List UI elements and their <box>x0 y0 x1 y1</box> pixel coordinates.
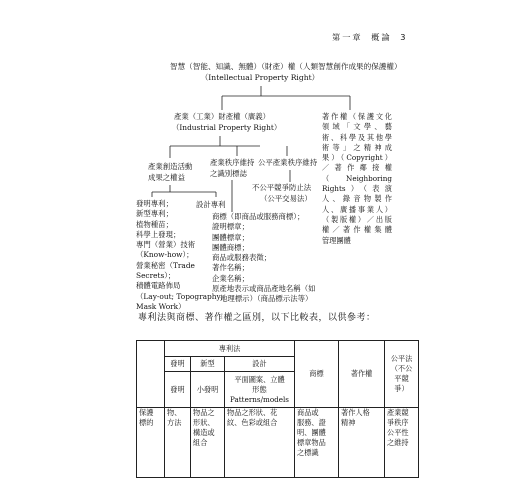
cell-line: 精神 <box>341 418 356 427</box>
copyright-line: 果）（Copyright） <box>322 153 392 163</box>
marks-item: 商標（即商品或服務商標）； <box>212 212 305 221</box>
marks-item: 證明標章； <box>212 222 249 232</box>
copyright-line: 領域「文學、藝 <box>322 122 392 132</box>
root-title: 智慧（智能、知識、無體）（財產）權（人類智慧創作成果的保護權） <box>170 62 402 71</box>
cell-line: 組合 <box>193 438 208 447</box>
copyright-line: 術等」之精神成 <box>322 142 392 152</box>
copyright-line: 人、錄音物製作 <box>322 194 392 204</box>
creation-item: 發明專利； <box>136 199 173 208</box>
design-patent-node: 設計專利 <box>196 200 226 209</box>
creation-item: Secrets）； <box>136 271 176 281</box>
creation-item: （Lay-out; Topography; <box>136 291 224 301</box>
cell-line: 物品之形狀、花 <box>227 408 278 417</box>
root-english: （Intellectual Property Right） <box>200 72 320 82</box>
unfair-title: 不公平競爭防止法 <box>252 183 312 192</box>
fair-node: 公平產業秩序維持 <box>258 158 318 167</box>
order-node <box>210 158 254 179</box>
cell-line: 構造或 <box>193 428 215 437</box>
design-subheader <box>225 372 295 408</box>
marks-list <box>212 212 315 305</box>
page-number: 3 <box>400 32 408 42</box>
creation-title: 產業創造活動 <box>148 162 193 171</box>
cell-line: 物、 <box>167 408 182 417</box>
creation-item: Mask Work） <box>136 301 186 311</box>
cell-line: 標章物品 <box>297 438 326 447</box>
order-subtitle: 之識別標誌 <box>210 168 247 178</box>
chapter-title: 概論 <box>371 32 392 42</box>
copyright-line: 著作權（保護文化 <box>322 112 392 121</box>
marks-item: 商品或服務表徵； <box>212 253 272 263</box>
patent-header: 專利法 <box>165 341 295 357</box>
industrial-title: 產業（工業）財產權（廣義） <box>173 112 271 121</box>
design-sub-line: Patterns/models <box>230 394 289 404</box>
copyright-header: 著作權 <box>339 341 385 408</box>
cell-line: 之標識 <box>297 448 319 457</box>
cell-line: 爭秩序 <box>387 418 409 427</box>
design-header: 設計 <box>225 357 295 372</box>
invention-subheader: 發明 <box>165 372 191 408</box>
cell-line: 物品之 <box>193 408 215 417</box>
marks-item: 企業名稱； <box>212 273 249 283</box>
marks-item: 著作名稱； <box>212 263 249 273</box>
copyright-line: （製版權）／出版 <box>322 214 392 224</box>
design-cell <box>225 408 295 478</box>
creation-item: 科學上發現； <box>136 229 181 239</box>
copyright-line: （Neighboring <box>322 173 392 183</box>
creation-item: 營業秘密（Trade <box>136 260 195 270</box>
creation-item: 專門（營業）技術 <box>136 240 196 250</box>
root-node <box>170 62 402 83</box>
unfair-subtitle: （公平交易法） <box>260 193 312 203</box>
marks-item: 團體商標； <box>212 242 249 252</box>
copyright-line: 權／著作權集體 <box>322 225 392 235</box>
chapter-label: 第一章 <box>332 32 363 42</box>
copyright-cell <box>339 408 385 478</box>
copyright-node <box>322 112 392 246</box>
creation-list <box>136 199 223 312</box>
cell-line: 明、團體 <box>297 428 326 437</box>
creation-node <box>148 162 192 183</box>
cell-line: 服務、證 <box>297 418 326 427</box>
creation-item: 植物種苗； <box>136 219 173 229</box>
fair-trade-header <box>385 341 419 408</box>
fair-trade-cell <box>385 408 419 478</box>
design-sub-line: 形態 <box>252 384 267 394</box>
trademark-header: 商標 <box>295 341 339 408</box>
cell-line: 商品或 <box>297 408 319 417</box>
creation-item: 新型專利； <box>136 209 173 219</box>
industrial-node <box>172 112 282 133</box>
fair-trade-line: （不公 <box>390 364 413 373</box>
invention-cell <box>165 408 191 478</box>
cell-line: 著作人格 <box>341 408 370 417</box>
corner-cell <box>137 341 165 408</box>
copyright-line: ／著作鄰接權 <box>322 163 392 173</box>
cell-line: 產業競 <box>387 408 409 417</box>
marks-item: 原產地表示或商品產地名稱（如 <box>212 284 316 294</box>
fair-trade-line: 平競 <box>394 374 409 383</box>
copyright-line: 管理團體 <box>322 235 351 245</box>
cell-line: 方法 <box>167 418 182 427</box>
industrial-english: （Industrial Property Right） <box>172 122 282 132</box>
row-label-line: 標的 <box>139 418 154 427</box>
cell-line: 之維持 <box>387 438 409 447</box>
trademark-cell <box>295 408 339 478</box>
design-sub-line: 平面圖案、立體 <box>234 374 285 384</box>
row-label <box>137 408 165 478</box>
copyright-line: 術、科學及其他學 <box>322 132 392 142</box>
copyright-line: 人、廣播事業人） <box>322 204 392 214</box>
unfair-node <box>252 183 312 204</box>
creation-item: 積體電路佈局 <box>136 281 181 291</box>
cell-line: 紋、色彩或組合 <box>227 418 278 427</box>
creation-item: （Know-how）； <box>136 250 194 260</box>
copyright-line: Rights）（表演 <box>322 184 392 194</box>
fair-trade-line: 公平法 <box>390 354 413 363</box>
row-label-line: 保護 <box>139 408 154 417</box>
table-intro: 專利法與商標、著作權之區別，以下比較表，以供參考： <box>138 313 376 323</box>
utility-header: 新型 <box>191 357 225 372</box>
marks-item: 團體標章； <box>212 232 249 242</box>
creation-subtitle: 成果之權益 <box>148 172 185 182</box>
order-title: 產業秩序維持 <box>210 158 255 167</box>
marks-item: 地理標示）（商品標示法等） <box>220 294 313 304</box>
cell-line: 形狀、 <box>193 418 215 427</box>
utility-subheader: 小發明 <box>191 372 225 408</box>
invention-header: 發明 <box>165 357 191 372</box>
cell-line: 公平性 <box>387 428 409 437</box>
fair-trade-line: 爭） <box>394 384 409 393</box>
comparison-table <box>136 340 419 478</box>
utility-cell <box>191 408 225 478</box>
